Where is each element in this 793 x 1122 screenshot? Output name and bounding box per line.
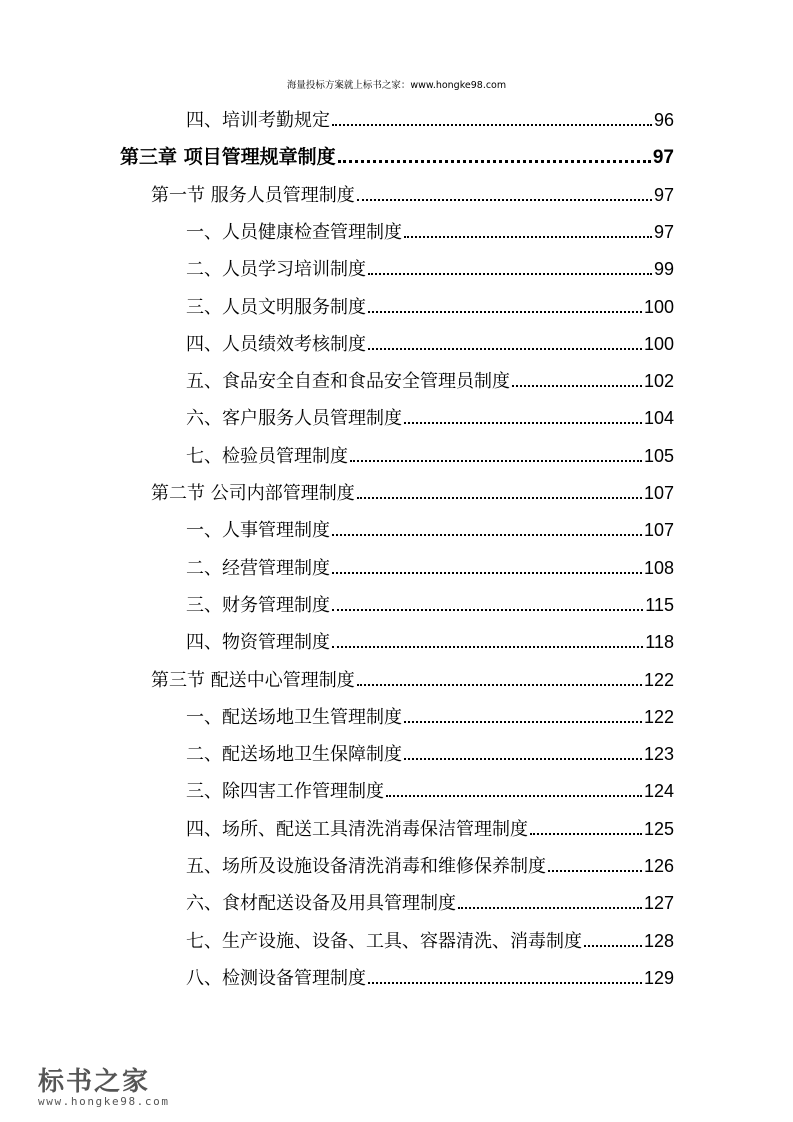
logo-name: 标书之家 <box>38 1067 151 1097</box>
dot-leader <box>332 124 652 126</box>
toc-item[interactable] <box>186 778 674 804</box>
toc-chapter[interactable] <box>120 144 674 170</box>
toc-page-number: 127 <box>643 893 674 914</box>
toc-page-number: 107 <box>643 483 674 503</box>
toc-page-number: 100 <box>643 333 674 354</box>
dot-leader <box>548 870 642 872</box>
toc-item[interactable] <box>186 816 674 842</box>
page-header: 海量投标方案就上标书之家：www.hongke98.com <box>286 80 507 91</box>
dot-leader <box>404 422 642 424</box>
toc-page-number: 100 <box>643 296 674 317</box>
toc-page-number: 126 <box>643 856 674 876</box>
toc-page-number: 102 <box>643 371 674 392</box>
toc-item[interactable] <box>186 965 674 991</box>
toc-page-number: 105 <box>643 445 674 466</box>
toc-page-number: 99 <box>653 259 674 280</box>
toc-page-number: 97 <box>652 147 674 169</box>
toc-item[interactable] <box>186 368 674 394</box>
dot-leader <box>404 721 642 723</box>
toc-page-number: 128 <box>643 930 674 951</box>
toc-page-number: 108 <box>643 557 674 578</box>
toc-title: 一、配送场地卫生管理制度 <box>186 706 402 728</box>
dot-leader <box>512 385 642 387</box>
toc-title: 第三章 项目管理规章制度 <box>120 146 336 169</box>
toc-title: 三、人员文明服务制度 <box>186 296 366 318</box>
toc-title: 四、人员绩效考核制度 <box>186 333 366 355</box>
toc-title: 六、客户服务人员管理制度 <box>186 408 402 430</box>
toc-title: 四、物资管理制度 <box>186 632 330 654</box>
toc-title: 五、场所及设施设备清洗消毒和维修保养制度 <box>186 856 546 877</box>
site-logo <box>38 1069 170 1109</box>
dot-leader <box>368 311 642 313</box>
dot-leader <box>332 534 642 536</box>
toc-title: 第一节 服务人员管理制度 <box>151 184 355 206</box>
toc-title: 第三节 配送中心管理制度 <box>151 669 355 691</box>
toc-page-number: 115 <box>645 594 674 615</box>
toc-title: 四、场所、配送工具清洗消毒保洁管理制度 <box>186 818 528 840</box>
toc-page-number: 97 <box>653 184 674 205</box>
toc-item[interactable] <box>186 331 674 357</box>
dot-leader <box>458 907 642 909</box>
toc-title: 六、食材配送设备及用具管理制度 <box>186 893 456 915</box>
toc-item[interactable] <box>186 517 674 543</box>
dot-leader <box>368 348 642 350</box>
toc-title: 二、人员学习培训制度 <box>186 259 366 281</box>
toc-page-number: 107 <box>643 520 674 541</box>
toc-section[interactable] <box>151 480 674 506</box>
dot-leader <box>338 160 651 163</box>
toc-item[interactable] <box>186 107 674 133</box>
toc-section[interactable] <box>151 667 674 693</box>
toc-item[interactable] <box>186 555 674 581</box>
toc-item[interactable] <box>186 853 674 879</box>
toc-item[interactable] <box>186 219 674 245</box>
toc-title: 一、人事管理制度 <box>186 520 330 542</box>
dot-leader <box>332 609 643 611</box>
toc-title: 七、生产设施、设备、工具、容器清洗、消毒制度 <box>186 930 582 952</box>
toc-item[interactable] <box>186 256 674 282</box>
toc-section[interactable] <box>151 182 674 208</box>
toc-item[interactable] <box>186 704 674 730</box>
toc-title: 五、食品安全自查和食品安全管理员制度 <box>186 371 510 393</box>
toc-page-number: 122 <box>643 669 674 690</box>
toc-title: 二、配送场地卫生保障制度 <box>186 744 402 766</box>
toc-page-number: 118 <box>645 632 674 653</box>
toc-page-number: 124 <box>643 781 674 802</box>
toc-page-number: 97 <box>653 221 674 242</box>
logo-url: www.hongke98.com <box>38 1095 170 1108</box>
dot-leader <box>350 460 642 462</box>
dot-leader <box>386 795 642 797</box>
dot-leader <box>404 758 642 760</box>
toc-item[interactable] <box>186 443 674 469</box>
toc-item[interactable] <box>186 890 674 916</box>
toc-item[interactable] <box>186 928 674 954</box>
toc-item[interactable] <box>186 294 674 320</box>
dot-leader <box>368 982 642 984</box>
toc-item[interactable] <box>186 405 674 431</box>
toc-page-number: 129 <box>643 967 674 988</box>
dot-leader <box>357 199 652 201</box>
toc-title: 二、经营管理制度 <box>186 557 330 579</box>
toc-title: 三、除四害工作管理制度 <box>186 781 384 803</box>
dot-leader <box>368 273 652 275</box>
toc-title: 第二节 公司内部管理制度 <box>151 483 355 504</box>
dot-leader <box>357 684 642 686</box>
toc-page-number: 123 <box>643 744 674 765</box>
toc-title: 四、培训考勤规定 <box>186 110 330 131</box>
dot-leader <box>332 572 642 574</box>
dot-leader <box>530 833 642 835</box>
dot-leader <box>584 945 642 947</box>
toc-title: 一、人员健康检查管理制度 <box>186 221 402 243</box>
toc-page-number: 104 <box>643 408 674 429</box>
dot-leader <box>404 236 652 238</box>
toc-item[interactable] <box>186 741 674 767</box>
toc-page-number: 125 <box>643 818 674 839</box>
toc-title: 七、检验员管理制度 <box>186 445 348 467</box>
dot-leader <box>357 497 642 499</box>
toc-title: 三、财务管理制度 <box>186 594 330 616</box>
toc-item[interactable] <box>186 629 674 655</box>
toc-page-number: 122 <box>643 706 674 727</box>
toc-item[interactable] <box>186 592 674 618</box>
dot-leader <box>332 646 643 648</box>
toc-page-number: 96 <box>653 110 674 130</box>
toc-title: 八、检测设备管理制度 <box>186 967 366 989</box>
